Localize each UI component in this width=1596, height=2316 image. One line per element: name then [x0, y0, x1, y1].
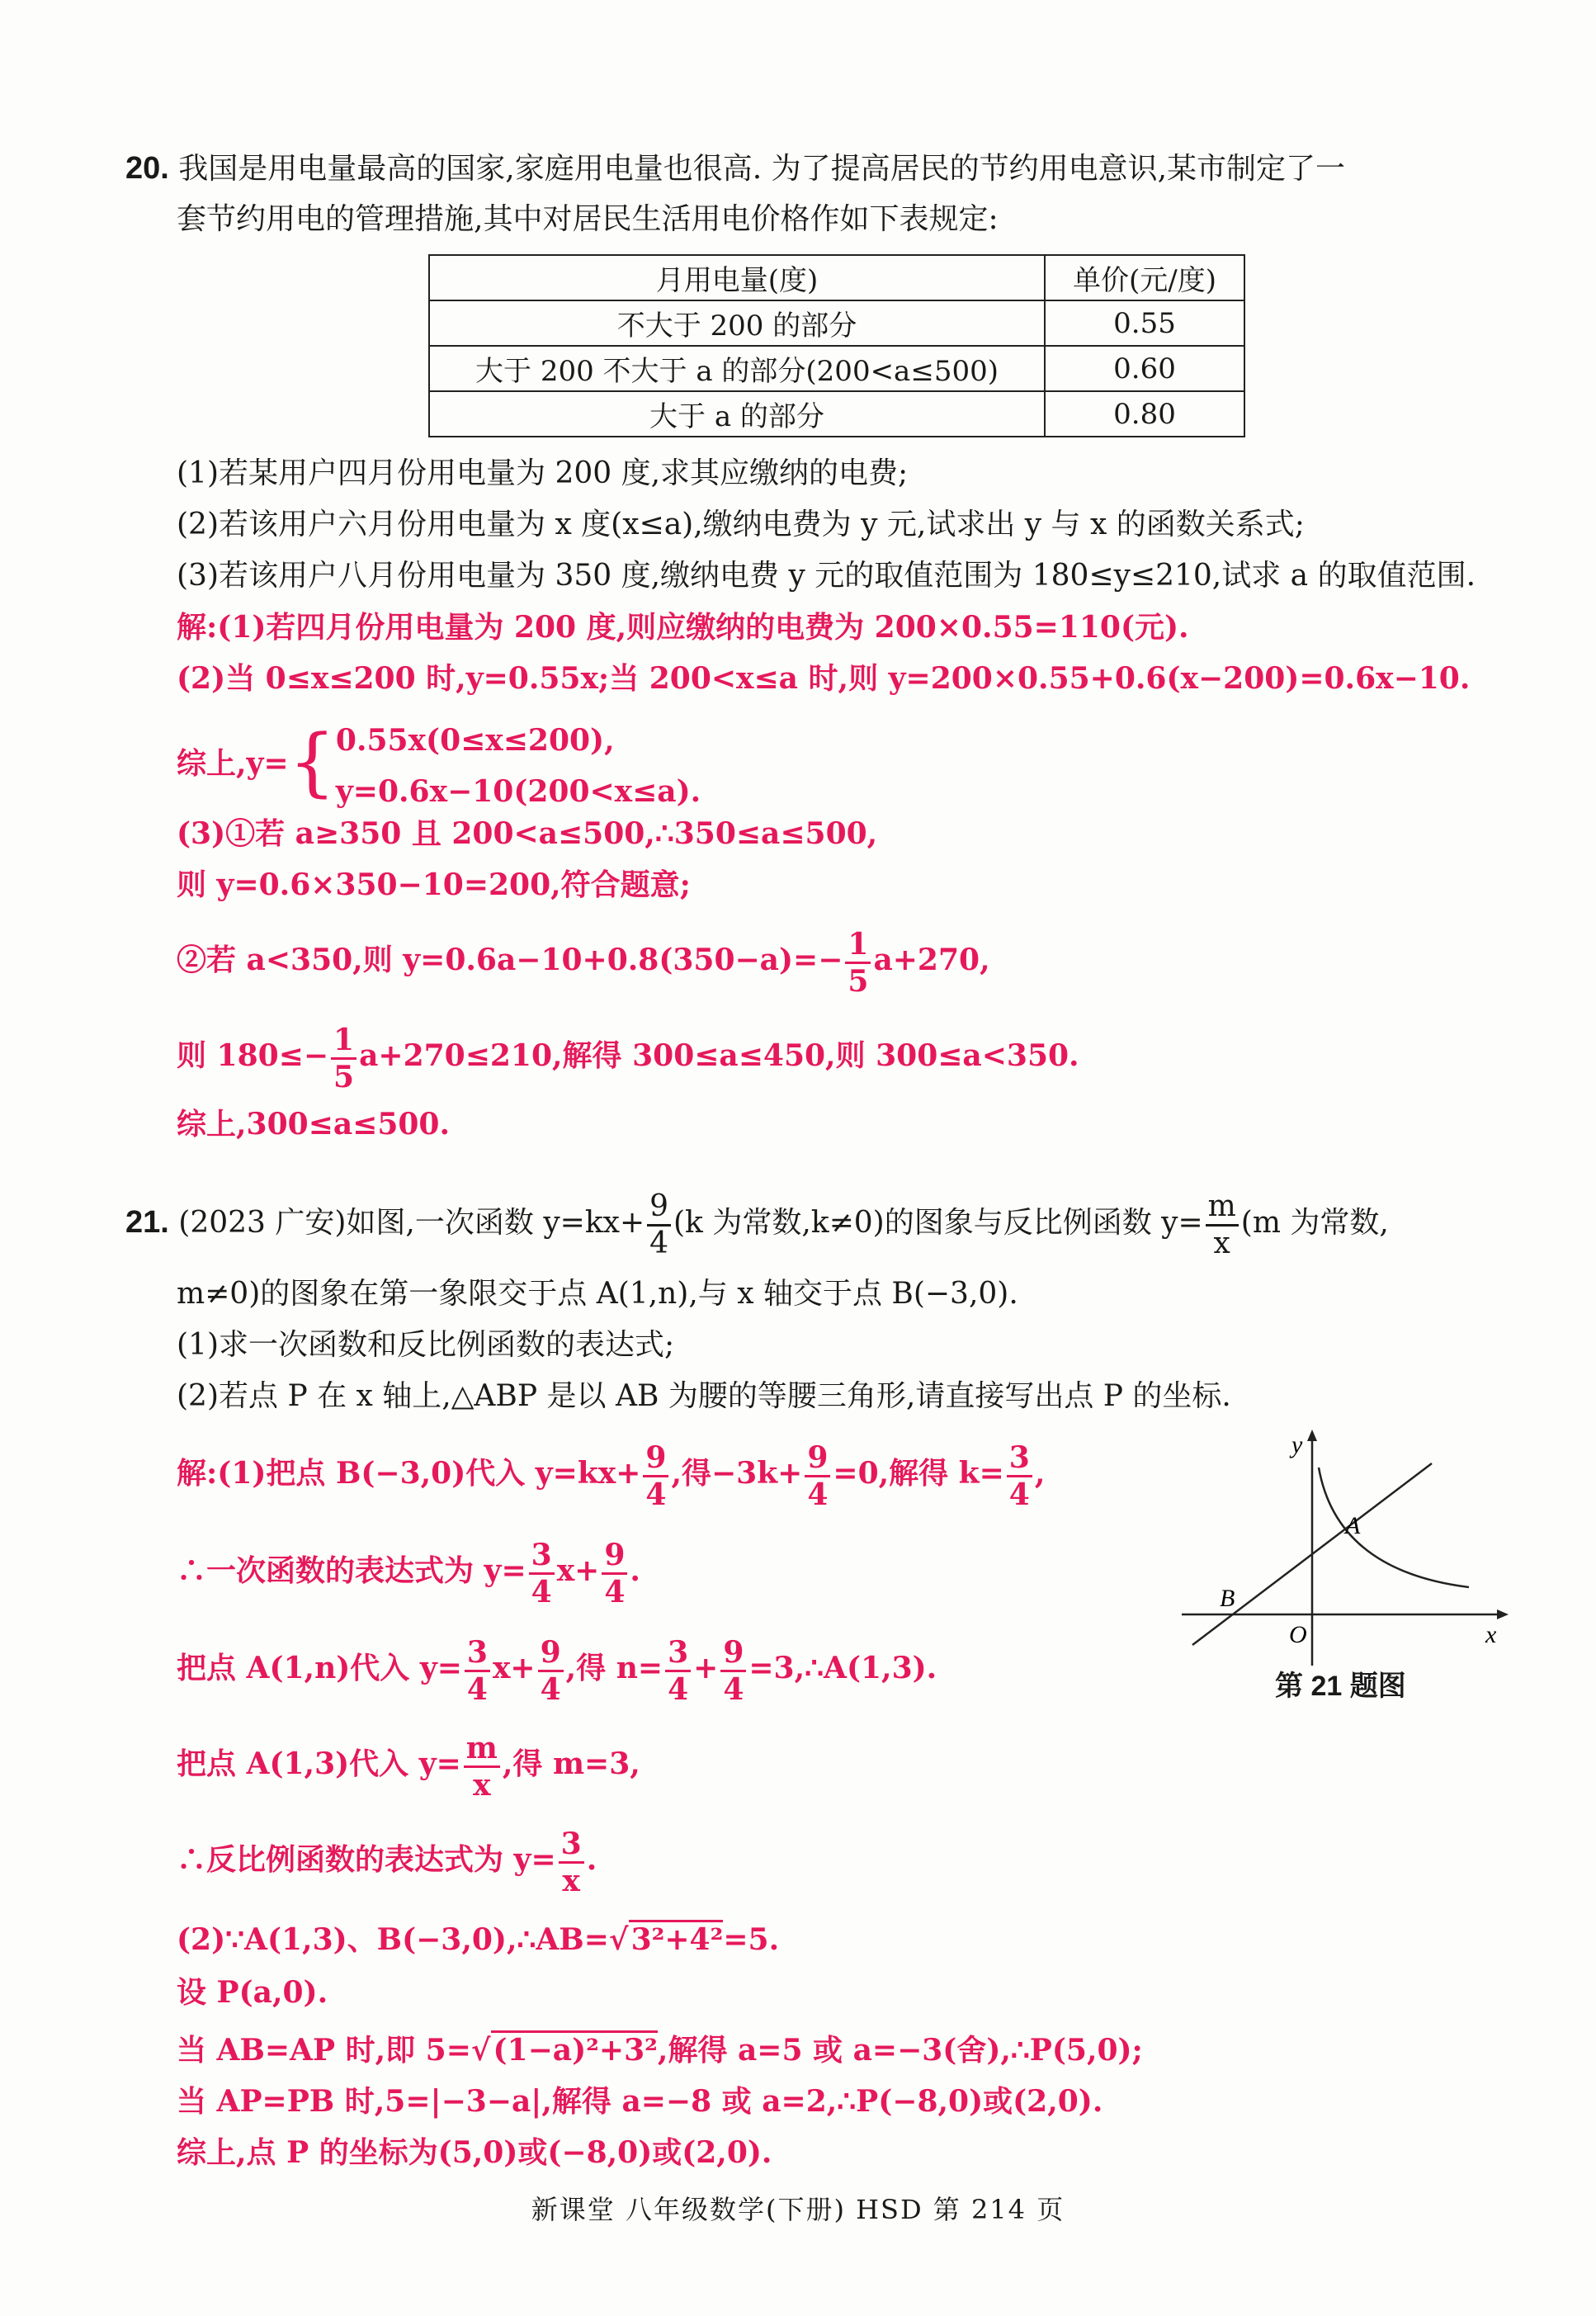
- y-axis-label: y: [1291, 1431, 1303, 1458]
- q21-number: 21.: [125, 1205, 169, 1240]
- q21-solution-3: 把点 A(1,n)代入 y= $\frac{3}{4}$ x+ $\frac{9}{4}$ ,得 n= $\frac{3}{4}$ + $\frac{9}{4}$ =3,∴A(1,3).: [177, 1634, 937, 1707]
- q20-number: 20.: [125, 151, 169, 186]
- figure-caption: 第 21 题图: [1275, 1671, 1406, 1702]
- q20-piecewise: 综上,y={ 0.55x(0≤x≤200), y=0.6x−10(200<x≤a).: [177, 715, 701, 817]
- point-a-label: A: [1345, 1512, 1361, 1539]
- fraction: $\frac{m}{x}$: [1206, 1192, 1239, 1259]
- q21-solution-9: 当 AP=PB 时,5=|−3−a|,解得 a=−8 或 a=2,∴P(−8,0)或(2,0).: [177, 2084, 1103, 2119]
- q20-solution-4: (3)①若 a≥350 且 200<a≤500,∴350≤a≤500,: [177, 816, 878, 851]
- origin-label: O: [1289, 1621, 1307, 1648]
- q21-solution-10: 综上,点 P 的坐标为(5,0)或(−8,0)或(2,0).: [177, 2135, 772, 2170]
- pricing-header-price: 单价(元/度): [1045, 255, 1244, 300]
- pricing-table-header: [429, 255, 1244, 300]
- q21-solution-1: 解:(1)把点 B(−3,0)代入 y=kx+ $\frac{9}{4}$ ,得−3k+ $\frac{9}{4}$ =0,解得 k= $\frac{3}{4}$ ,: [177, 1439, 1046, 1512]
- q21-solution-4: 把点 A(1,3)代入 y= $\frac{m}{x}$ ,得 m=3,: [177, 1730, 640, 1803]
- q21-solution-2: ∴一次函数的表达式为 y= $\frac{3}{4}$ x+ $\frac{9}{4}$ .: [177, 1537, 640, 1609]
- q20-solution-7: 则 180≤− $\frac{1}{5}$ a+270≤210,解得 300≤a≤450,则 300≤a<350.: [177, 1022, 1079, 1094]
- fraction: $\frac{9}{4}$: [720, 1638, 746, 1704]
- fraction: $\frac{9}{4}$: [805, 1443, 830, 1510]
- fraction: $\frac{9}{4}$: [643, 1443, 668, 1510]
- fraction: $\frac{3}{4}$: [529, 1540, 555, 1607]
- fraction: $\frac{3}{4}$: [665, 1638, 691, 1704]
- q20-part1: (1)若某用户四月份用电量为 200 度,求其应缴纳的电费;: [177, 456, 909, 490]
- q20-part3: (3)若该用户八月份用电量为 350 度,缴纳电费 y 元的取值范围为 180≤y≤210,试求 a 的取值范围.: [177, 559, 1476, 593]
- q20-intro-line2: 套节约用电的管理措施,其中对居民生活用电价格作如下表规定:: [177, 202, 999, 236]
- piecewise-case-2: y=0.6x−10(200<x≤a).: [335, 774, 701, 809]
- piecewise-case-1: 0.55x(0≤x≤200),: [335, 723, 615, 758]
- fraction: $\frac{3}{4}$: [1007, 1443, 1032, 1510]
- q21-intro-line2: m≠0)的图象在第一象限交于点 A(1,n),与 x 轴交于点 B(−3,0).: [177, 1277, 1018, 1311]
- fraction: $\frac{m}{x}$: [464, 1733, 500, 1800]
- q21-solution-6: (2)∵A(1,3)、B(−3,0),∴AB=√3²+4²=5.: [177, 1921, 779, 1958]
- q21-solution-7: 设 P(a,0).: [177, 1975, 328, 2010]
- fraction: $\frac{9}{4}$: [647, 1192, 671, 1259]
- q21-solution-5: ∴反比例函数的表达式为 y= $\frac{3}{x}$ .: [177, 1826, 597, 1898]
- table-row: 不大于 200 的部分 0.55: [429, 300, 1244, 346]
- page-footer: 新课堂 八年级数学(下册) HSD 第 214 页: [531, 2194, 1065, 2225]
- square-root: 3²+4²: [629, 1920, 724, 1957]
- pricing-table: [428, 254, 1245, 437]
- fraction: $\frac{1}{5}$: [331, 1025, 357, 1092]
- q21-intro-line1: 21. (2023 广安)如图,一次函数 y=kx+ $\frac{9}{4}$ (k 为常数,k≠0)的图象与反比例函数 y= $\frac{m}{x}$ (m 为常数,: [125, 1189, 1389, 1260]
- q20-solution-8: 综上,300≤a≤500.: [177, 1107, 451, 1141]
- table-row: 大于 a 的部分 0.80: [429, 391, 1244, 437]
- pricing-header-usage: 月用电量(度): [429, 255, 1045, 300]
- q20-part2: (2)若该用户六月份用电量为 x 度(x≤a),缴纳电费为 y 元,试求出 y 与 x 的函数关系式;: [177, 508, 1305, 541]
- q20-intro-line1: 20. 我国是用电量最高的国家,家庭用电量也很高. 为了提高居民的节约用电意识,某市制定了一: [125, 151, 1346, 186]
- q21-part2: (2)若点 P 在 x 轴上,△ABP 是以 AB 为腰的等腰三角形,请直接写出点 P 的坐标.: [177, 1379, 1231, 1413]
- q20-solution-5: 则 y=0.6×350−10=200,符合题意;: [177, 867, 691, 902]
- table-row: 大于 200 不大于 a 的部分(200<a≤500) 0.60: [429, 346, 1244, 391]
- x-axis-label: x: [1485, 1621, 1497, 1648]
- fraction: $\frac{9}{4}$: [602, 1540, 627, 1607]
- square-root: (1−a)²+3²: [491, 2030, 658, 2068]
- inverse-proportion-curve: [1319, 1468, 1469, 1587]
- q21-figure: [1172, 1426, 1518, 1674]
- x-axis-arrow-icon: [1497, 1609, 1509, 1619]
- q21-part1: (1)求一次函数和反比例函数的表达式;: [177, 1328, 675, 1362]
- y-axis-arrow-icon: [1307, 1430, 1317, 1441]
- point-b-label: B: [1220, 1585, 1235, 1612]
- q21-solution-8: 当 AB=AP 时,即 5=√(1−a)²+3²,解得 a=5 或 a=−3(舍),∴P(5,0);: [177, 2032, 1143, 2068]
- brace-icon: {: [288, 719, 336, 806]
- q20-solution-6: ②若 a<350,则 y=0.6a−10+0.8(350−a)=− $\frac{1}{5}$ a+270,: [177, 926, 990, 999]
- fraction: $\frac{3}{4}$: [465, 1638, 490, 1704]
- fraction: $\frac{9}{4}$: [538, 1638, 564, 1704]
- fraction: $\frac{1}{5}$: [845, 929, 871, 996]
- q20-solution-2: (2)当 0≤x≤200 时,y=0.55x;当 200<x≤a 时,则 y=200×0.55+0.6(x−200)=0.6x−10.: [177, 661, 1471, 696]
- fraction: $\frac{3}{x}$: [559, 1829, 584, 1896]
- q20-solution-1: 解:(1)若四月份用电量为 200 度,则应缴纳的电费为 200×0.55=110(元).: [177, 610, 1189, 645]
